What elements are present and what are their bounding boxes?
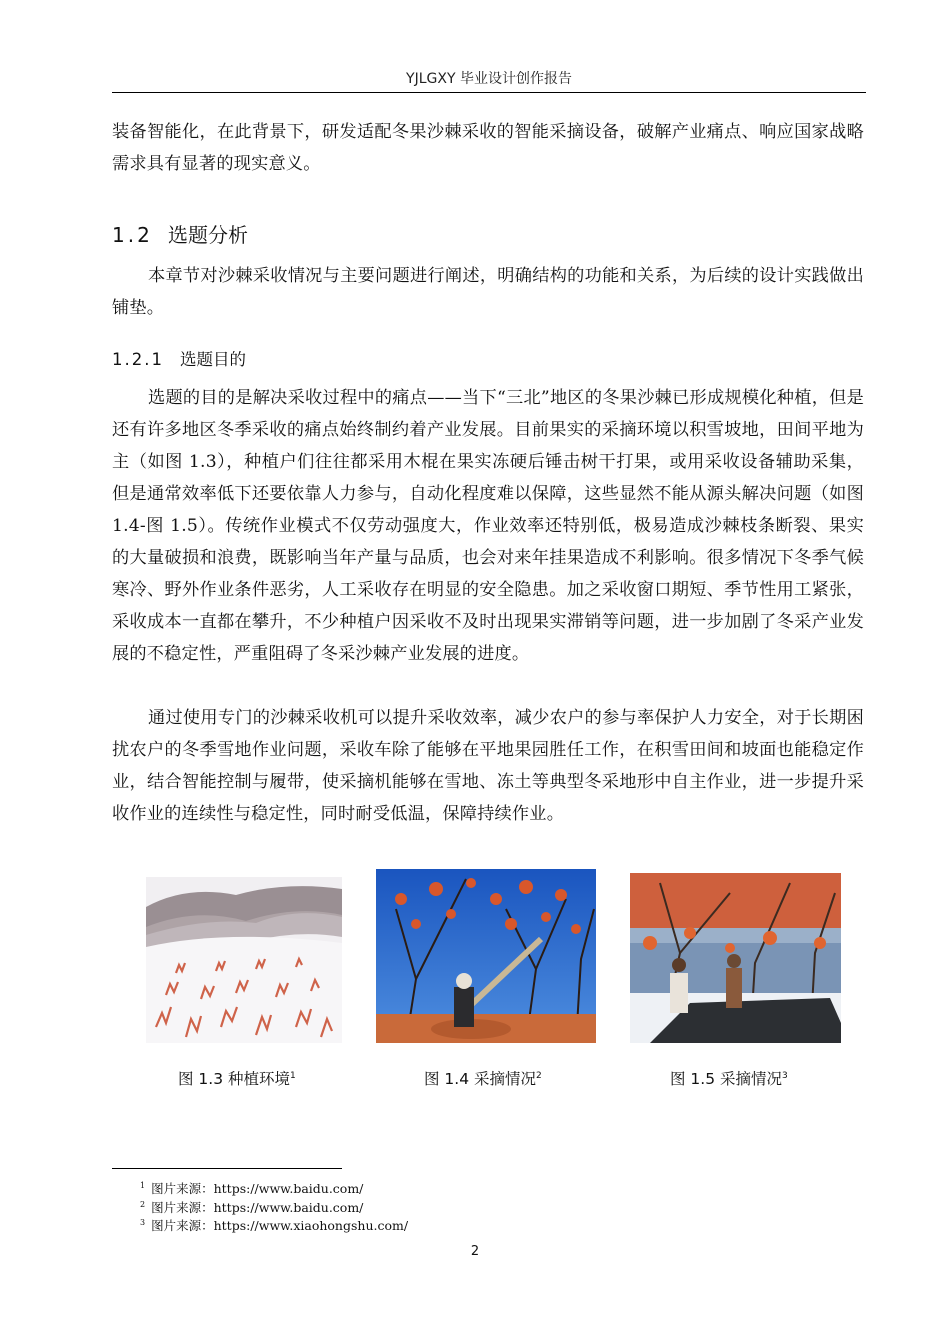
subsection-title: 选题目的: [180, 350, 246, 369]
footnote-text: 图片来源：https://www.xiaohongshu.com/: [151, 1218, 409, 1233]
figure-planting-environment: [146, 877, 342, 1043]
figure-harvesting-2: [630, 873, 841, 1043]
figure-caption-3: [670, 1067, 788, 1089]
figure-caption-1: [178, 1067, 296, 1089]
subsection-number: 1.2.1: [112, 350, 164, 369]
footnote-divider: [112, 1168, 342, 1169]
footnote-1: [140, 1179, 363, 1197]
header-divider: [112, 92, 866, 93]
section-title: 选题分析: [168, 223, 248, 247]
footnote-3: [140, 1216, 408, 1234]
subsection-heading: [112, 346, 246, 370]
section-paragraph: 本章节对沙棘采收情况与主要问题进行阐述，明确结构的功能和关系，为后续的设计实践做出铺垫。: [112, 266, 864, 318]
footnote-ref: 1: [290, 1070, 296, 1081]
footnote-ref: 2: [536, 1070, 542, 1081]
footnote-text: 图片来源：https://www.baidu.com/: [151, 1181, 364, 1196]
figure-caption-2: [424, 1067, 542, 1089]
caption-text: 图 1.3 种植环境: [178, 1070, 291, 1088]
caption-text: 图 1.4 采摘情况: [424, 1070, 537, 1088]
running-header: YJLGXY 毕业设计创作报告: [406, 71, 572, 87]
body-paragraph-1: 选题的目的是解决采收过程中的痛点——当下“三北”地区的冬果沙棘已形成规模化种植，但是还有许多地区冬季采收的痛点始终制约着产业发展。目前果实的采摘环境以积雪坡地，田间平地为主（如图 1.3），种植户们往往都采用木棍在果实冻硬后锤击树干打果，或用采收设备辅助采集，但是通常效率低下还要依靠人力参与，自动化程度难以保障，这些显然不能从源头解决问题（如图 1.4-图 1.5）。传统作业模式不仅劳动强度大，作业效率还特别低，极易造成沙棘枝条断裂、果实的大量破损和浪费，既影响当年产量与品质，也会对来年挂果造成不利影响。很多情况下冬季气候寒冷、野外作业条件恶劣，人工采收存在明显的安全隐患。加之采收窗口期短、季节性用工紧张，采收成本一直都在攀升，不少种植户因采收不及时出现果实滞销等问题，进一步加剧了冬采产业发展的不稳定性，严重阻碍了冬采沙棘产业发展的进度。: [112, 388, 864, 664]
footnote-mark: 2: [140, 1199, 146, 1209]
footnote-ref: 3: [782, 1070, 788, 1081]
page-number: 2: [470, 1244, 480, 1259]
footnote-text: 图片来源：https://www.baidu.com/: [151, 1200, 364, 1215]
body-paragraph-2: 通过使用专门的沙棘采收机可以提升采收效率，减少农户的参与率保护人力安全，对于长期困扰农户的冬季雪地作业问题，采收车除了能够在平地果园胜任工作，在积雪田间和坡面也能稳定作业，结合智能控制与履带，使采摘机能够在雪地、冻土等典型冬采地形中自主作业，进一步提升采收作业的连续性与稳定性，同时耐受低温，保障持续作业。: [112, 708, 864, 824]
intro-paragraph: 装备智能化，在此背景下，研发适配冬果沙棘采收的智能采摘设备，破解产业痛点、响应国家战略需求具有显著的现实意义。: [112, 122, 864, 174]
footnote-mark: 1: [140, 1180, 146, 1190]
section-number: 1.2: [112, 223, 153, 247]
section-heading: [112, 219, 248, 248]
figure-harvesting-1: [376, 869, 596, 1043]
footnote-mark: 3: [140, 1217, 146, 1227]
footnote-2: [140, 1198, 363, 1216]
caption-text: 图 1.5 采摘情况: [670, 1070, 783, 1088]
